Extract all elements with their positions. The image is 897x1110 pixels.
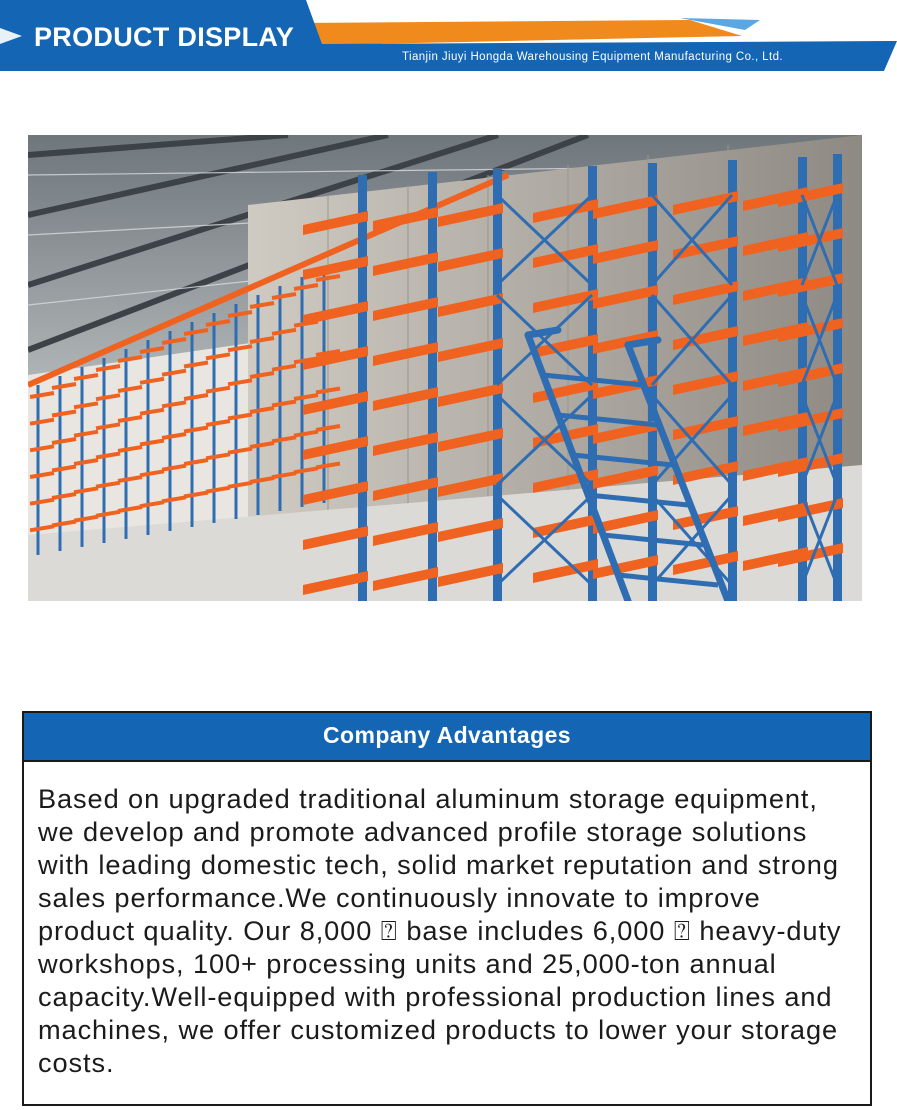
- rack-illustration: [28, 135, 862, 601]
- advantages-title: Company Advantages: [24, 713, 870, 762]
- page-title: PRODUCT DISPLAY: [34, 22, 295, 52]
- company-name: Tianjin Jiuyi Hongda Warehousing Equipment Manufacturing Co., Ltd.: [402, 51, 783, 63]
- company-advantages-box: [22, 711, 872, 1106]
- header-banner: [0, 0, 897, 75]
- advantages-body: Based on upgraded traditional aluminum storage equipment, we develop and promote advanced profile storage solutions with leading domestic tech, solid market reputation and strong sales performance.We continuously innovate to improve product quality. Our 8,000 ⍰ base includes 6,000 ⍰ heavy-duty workshops, 100+ processing units and 25,000-ton annual capacity.Well-equipped with professional production lines and machines, we offer customized products to lower your storage costs.: [38, 783, 842, 1078]
- product-photo: [28, 135, 862, 601]
